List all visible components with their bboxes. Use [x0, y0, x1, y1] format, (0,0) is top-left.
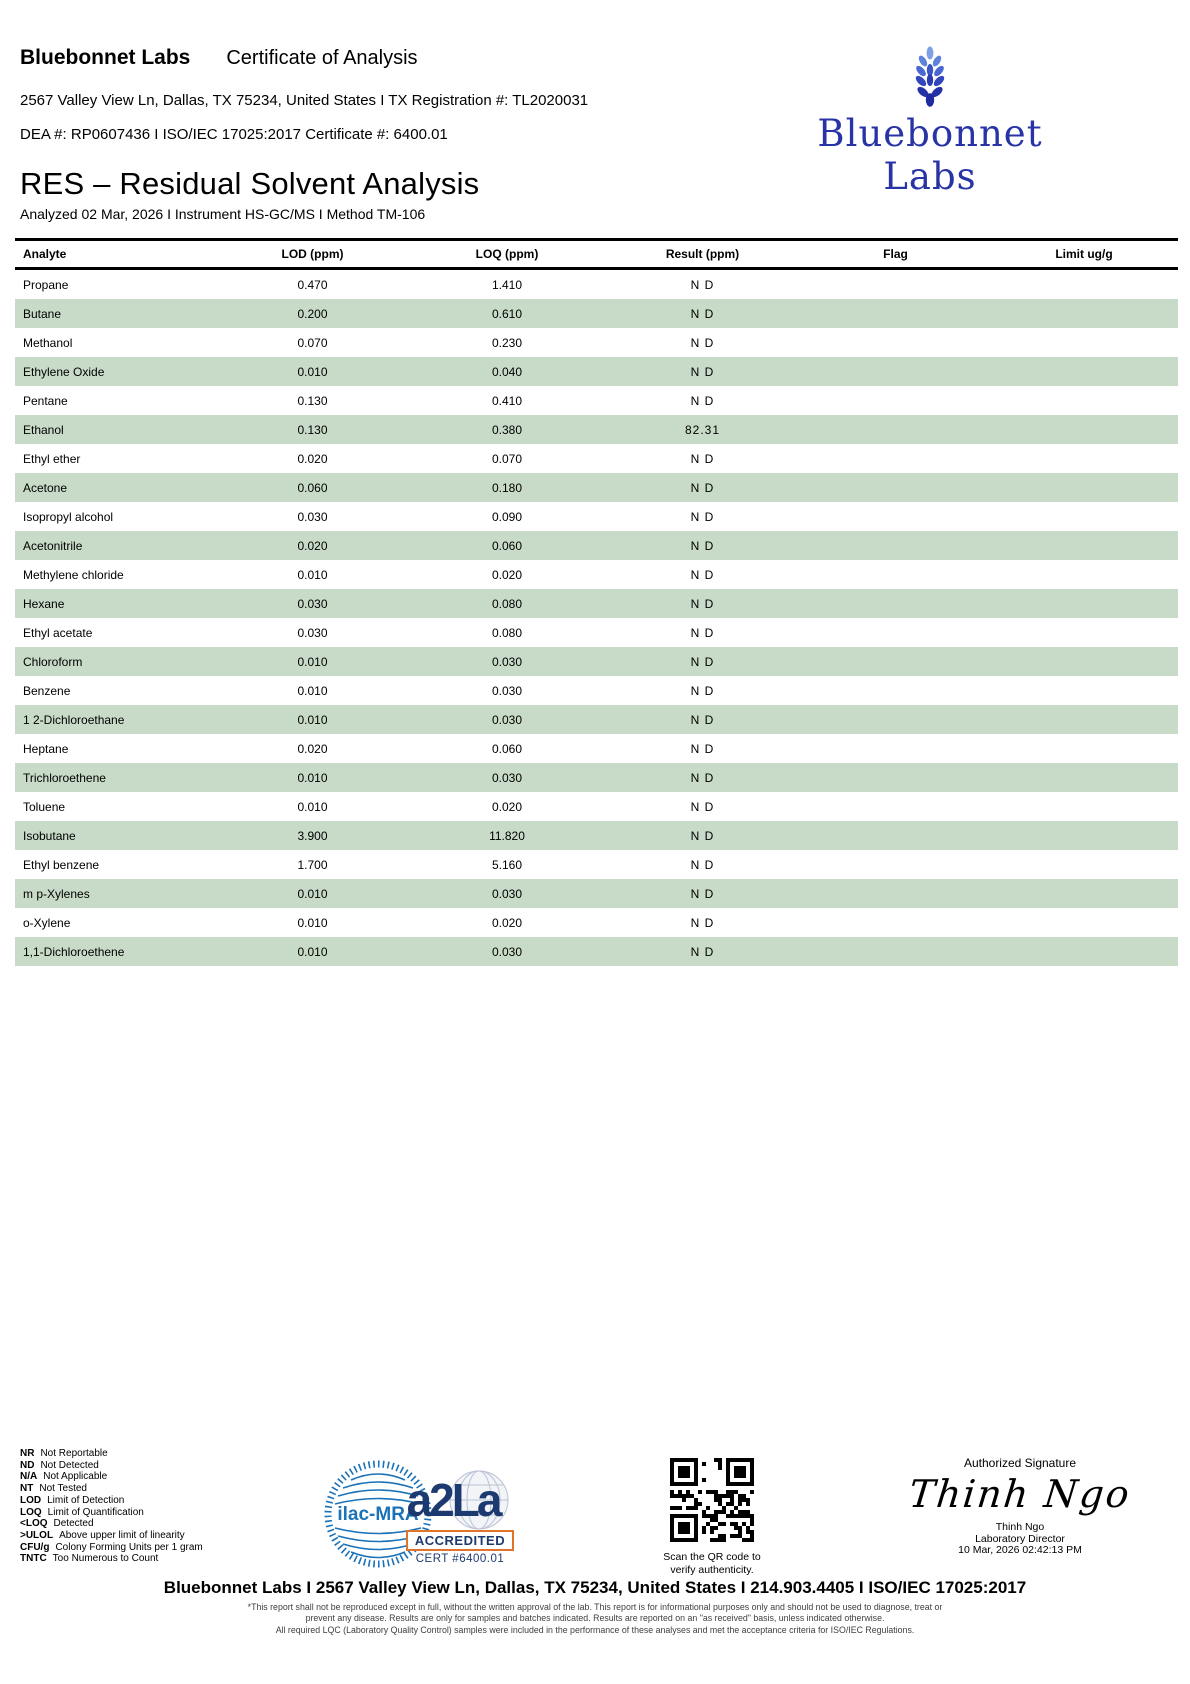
table-row: [15, 357, 1178, 386]
column-header: Result (ppm): [665, 247, 740, 261]
signature-datetime: 10 Mar, 2026 02:42:13 PM: [958, 1544, 1082, 1556]
cell-result: N D: [690, 306, 715, 321]
signatory-name: Thinh Ngo: [995, 1521, 1045, 1533]
table-row: [15, 473, 1178, 502]
cell-result: N D: [690, 509, 715, 524]
lab-logo: [780, 46, 1080, 198]
cell-analyte: Methylene chloride: [23, 567, 124, 582]
cell-analyte: Isopropyl alcohol: [23, 509, 114, 524]
cell-loq: 11.820: [489, 828, 525, 843]
cell-lod: 0.200: [297, 306, 328, 321]
cell-result: N D: [690, 886, 715, 901]
document-type: Certificate of Analysis: [226, 47, 418, 69]
legend-meaning: Not Reportable: [40, 1448, 108, 1459]
table-row: [15, 647, 1178, 676]
legend-abbr: LOD: [20, 1494, 42, 1506]
footer-contact: Bluebonnet Labs I 2567 Valley View Ln, Dallas, TX 75234, United States I 214.903.4405 I ISO/IEC 17025:2017: [163, 1578, 1027, 1597]
cell-lod: 0.130: [297, 422, 328, 437]
cell-result: N D: [690, 944, 715, 959]
cell-analyte: Methanol: [23, 335, 73, 350]
table-row: [15, 589, 1178, 618]
cell-loq: 0.030: [491, 712, 523, 727]
lab-registration: DEA #: RP0607436 I ISO/IEC 17025:2017 Certificate #: 6400.01: [20, 126, 448, 143]
cell-lod: 0.020: [297, 741, 328, 756]
cell-loq: 0.230: [491, 335, 523, 350]
cell-loq: 0.410: [491, 393, 523, 408]
table-row: [15, 734, 1178, 763]
logo-wordmark: Bluebonnet Labs: [817, 112, 1043, 198]
cell-loq: 0.020: [491, 567, 523, 582]
cell-result: N D: [690, 799, 715, 814]
cell-analyte: Heptane: [23, 741, 69, 756]
legend-abbr: TNTC: [20, 1553, 47, 1565]
disclaimer-line3: All required LQC (Laboratory Quality Control) samples were included in the performance of these analyses and met the acceptance criteria for ISO/IEC Regulations.: [275, 1624, 915, 1635]
table-row: [15, 705, 1178, 734]
cell-lod: 0.030: [297, 596, 328, 611]
accredited-badge: ACCREDITED: [406, 1530, 514, 1551]
analysis-subtitle: Analyzed 02 Mar, 2026 I Instrument HS-GC/MS I Method TM-106: [20, 206, 426, 222]
column-header: Flag: [883, 247, 908, 261]
column-header: Analyte: [23, 247, 67, 261]
cell-analyte: Ethyl benzene: [23, 857, 100, 872]
table-row: [15, 299, 1178, 328]
legend-abbr: ND: [20, 1459, 35, 1471]
cell-result: N D: [690, 451, 715, 466]
cell-analyte: 1 2-Dichloroethane: [23, 712, 125, 727]
footer-disclaimer: [95, 1602, 1095, 1636]
cell-analyte: o-Xylene: [23, 915, 71, 930]
cell-lod: 0.070: [297, 335, 328, 350]
cell-result: N D: [690, 480, 715, 495]
cell-result: N D: [690, 654, 715, 669]
legend: [20, 1448, 203, 1565]
cell-result: N D: [690, 857, 715, 872]
a2la-cert-number: CERT #6400.01: [415, 1553, 505, 1565]
cell-analyte: Pentane: [23, 393, 68, 408]
cell-lod: 0.010: [297, 944, 328, 959]
cell-analyte: Benzene: [23, 683, 71, 698]
cell-lod: 1.700: [297, 857, 328, 872]
cell-lod: 0.020: [297, 451, 328, 466]
legend-item: [20, 1530, 203, 1542]
cell-loq: 0.030: [491, 770, 523, 785]
table-row: [15, 444, 1178, 473]
cell-analyte: Isobutane: [23, 828, 76, 843]
cell-result: N D: [690, 915, 715, 930]
cell-analyte: Ethanol: [23, 422, 64, 437]
table-row: [15, 821, 1178, 850]
cell-result: N D: [690, 538, 715, 553]
signature-block: [900, 1456, 1140, 1557]
legend-meaning: Detected: [53, 1518, 94, 1530]
cell-result: N D: [690, 277, 715, 292]
cell-lod: 0.010: [297, 712, 328, 727]
legend-meaning: Above upper limit of linearity: [59, 1529, 185, 1541]
cell-loq: 0.070: [491, 451, 523, 466]
cell-loq: 0.080: [491, 596, 523, 611]
table-row: [15, 560, 1178, 589]
cell-lod: 0.030: [297, 509, 328, 524]
a2la-logo: [395, 1470, 525, 1565]
table-row: [15, 270, 1178, 299]
cell-loq: 0.610: [491, 306, 523, 321]
cell-loq: 0.060: [491, 538, 523, 553]
a2la-letters: a2La: [406, 1474, 500, 1526]
signatory-role: Laboratory Director: [975, 1532, 1065, 1545]
cell-result: N D: [690, 567, 715, 582]
legend-meaning: Not Tested: [39, 1483, 87, 1495]
table-row: [15, 763, 1178, 792]
cell-analyte: Ethyl acetate: [23, 625, 93, 640]
cell-lod: 0.010: [297, 799, 328, 814]
cell-analyte: Butane: [23, 306, 62, 321]
cell-lod: 3.900: [297, 828, 328, 843]
legend-item: [20, 1542, 203, 1554]
legend-item: [20, 1507, 203, 1519]
cell-loq: 0.030: [491, 683, 523, 698]
table-row: [15, 792, 1178, 821]
cell-result: N D: [690, 770, 715, 785]
legend-item: [20, 1495, 203, 1507]
table-row: [15, 328, 1178, 357]
res-table-head: [15, 238, 1178, 270]
cell-lod: 0.010: [297, 364, 328, 379]
legend-item: [20, 1483, 203, 1495]
cell-result: N D: [690, 596, 715, 611]
qr-code: [670, 1458, 754, 1542]
cell-result: N D: [690, 712, 715, 727]
cell-analyte: m p-Xylenes: [23, 886, 90, 901]
legend-meaning: Limit of Quantification: [47, 1506, 144, 1518]
legend-meaning: Colony Forming Units per 1 gram: [55, 1541, 203, 1553]
table-row: [15, 908, 1178, 937]
results-table: [15, 238, 1178, 966]
cell-result: N D: [690, 683, 715, 698]
legend-abbr: NR: [20, 1448, 35, 1459]
legend-item: [20, 1471, 203, 1483]
table-row: [15, 937, 1178, 966]
legend-meaning: Not Applicable: [43, 1471, 108, 1483]
cell-analyte: Ethylene Oxide: [23, 364, 105, 379]
cell-loq: 0.030: [491, 944, 523, 959]
table-row: [15, 879, 1178, 908]
cell-loq: 0.380: [491, 422, 523, 437]
cell-result: N D: [690, 828, 715, 843]
cell-lod: 0.470: [297, 277, 328, 292]
cell-lod: 0.010: [297, 915, 328, 930]
lab-name: Bluebonnet Labs: [20, 46, 191, 69]
qr-block: [637, 1458, 787, 1577]
cell-loq: 0.090: [491, 509, 523, 524]
column-header: LOQ (ppm): [475, 247, 539, 261]
legend-abbr: >ULOL: [20, 1529, 54, 1541]
cell-result: N D: [690, 364, 715, 379]
cell-loq: 0.180: [491, 480, 523, 495]
legend-abbr: N/A: [20, 1471, 38, 1483]
table-row: [15, 676, 1178, 705]
cell-result: N D: [690, 741, 715, 756]
cell-analyte: Trichloroethene: [23, 770, 106, 785]
cell-lod: 0.010: [297, 886, 328, 901]
table-row: [15, 502, 1178, 531]
cell-result: 82.31: [684, 422, 721, 437]
bluebonnet-flower-icon: [903, 46, 957, 108]
legend-item: [20, 1448, 203, 1460]
cell-result: N D: [690, 335, 715, 350]
cell-loq: 0.080: [491, 625, 523, 640]
cell-loq: 0.020: [491, 915, 523, 930]
cell-loq: 1.410: [491, 277, 523, 292]
cell-analyte: 1,1-Dichloroethene: [23, 944, 125, 959]
legend-abbr: CFU/g: [20, 1541, 50, 1553]
cell-analyte: Toluene: [23, 799, 66, 814]
disclaimer-line1: *This report shall not be reproduced except in full, without the written approval of the lab. This report is for informational purposes only and should not be used to diagnose, treat or: [247, 1602, 943, 1612]
legend-meaning: Limit of Detection: [47, 1494, 125, 1506]
cell-loq: 0.030: [491, 654, 523, 669]
cell-analyte: Acetonitrile: [23, 538, 83, 553]
signature-label: Authorized Signature: [963, 1456, 1077, 1470]
cell-lod: 0.060: [297, 480, 328, 495]
cell-loq: 0.030: [491, 886, 523, 901]
legend-abbr: <LOQ: [20, 1518, 48, 1530]
legend-abbr: LOQ: [20, 1506, 42, 1518]
cell-lod: 0.010: [297, 567, 328, 582]
table-row: [15, 531, 1178, 560]
cell-lod: 0.130: [297, 393, 328, 408]
a2la-graphic: [395, 1470, 525, 1530]
cell-analyte: Acetone: [23, 480, 68, 495]
qr-caption-line1: Scan the QR code to: [663, 1551, 761, 1563]
cell-lod: 0.010: [297, 654, 328, 669]
legend-item: [20, 1460, 203, 1472]
table-row: [15, 415, 1178, 444]
disclaimer-line2: prevent any disease. Results are only for samples and batches indicated. Results are reported on an "as received" basis, unless indicated otherwise.: [305, 1613, 885, 1624]
cell-result: N D: [690, 625, 715, 640]
column-header: LOD (ppm): [281, 247, 344, 261]
cell-loq: 0.020: [491, 799, 523, 814]
cell-analyte: Hexane: [23, 596, 65, 611]
cell-loq: 0.060: [491, 741, 523, 756]
a2la-globe-icon: [395, 1470, 525, 1530]
res-table-body: [15, 270, 1178, 966]
cell-analyte: Propane: [23, 277, 69, 292]
page-title: RES – Residual Solvent Analysis: [20, 166, 480, 201]
legend-item: [20, 1518, 203, 1530]
cell-lod: 0.030: [297, 625, 328, 640]
cell-lod: 0.010: [297, 770, 328, 785]
table-row: [15, 386, 1178, 415]
cell-lod: 0.020: [297, 538, 328, 553]
cell-result: N D: [690, 393, 715, 408]
cell-analyte: Ethyl ether: [23, 451, 81, 466]
cell-loq: 0.040: [491, 364, 523, 379]
qr-caption-line2: verify authenticity.: [670, 1564, 754, 1576]
lab-address: 2567 Valley View Ln, Dallas, TX 75234, United States I TX Registration #: TL2020031: [20, 92, 589, 109]
table-row: [15, 850, 1178, 879]
header-line: [20, 46, 418, 70]
legend-item: [20, 1553, 203, 1565]
cell-lod: 0.010: [297, 683, 328, 698]
cell-analyte: Chloroform: [23, 654, 83, 669]
column-header: Limit ug/g: [1055, 247, 1113, 261]
cell-loq: 5.160: [491, 857, 523, 872]
table-row: [15, 618, 1178, 647]
signature-script: Thinh Ngo: [906, 1472, 1134, 1516]
legend-abbr: NT: [20, 1483, 34, 1495]
ilac-mra-text: ilac-MRA: [337, 1504, 419, 1525]
legend-meaning: Not Detected: [40, 1459, 99, 1471]
legend-meaning: Too Numerous to Count: [52, 1553, 159, 1565]
